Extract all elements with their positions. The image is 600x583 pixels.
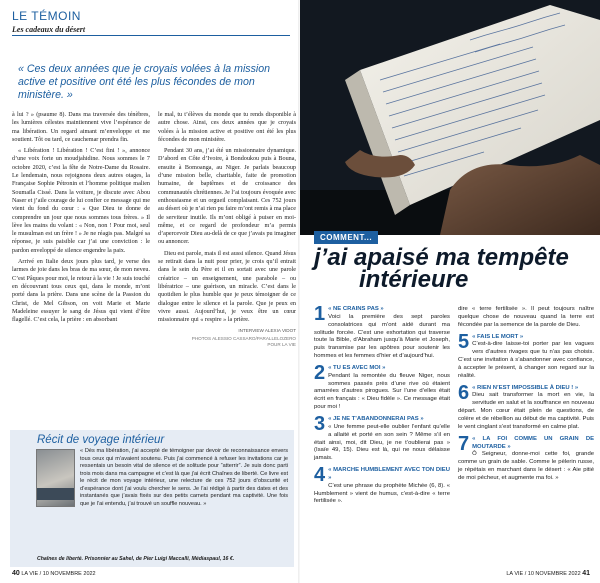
article-columns xyxy=(12,111,296,428)
tip-text: « Une femme peut-elle oublier l’enfant qu’elle a allaité et porté en son sein ? Même s’il en était ainsi, moi, dit Dieu, je ne t’oublierai pas » (Isaïe 49, 15). Dieu est là, qui ne nous délaisse jamais. xyxy=(314,423,450,462)
paragraph: « Libération ! Libération ! C’est fini ! », annonce d’une voix forte un moudjahidine. Nous sommes le 7 octobre 2020, c’est la fête de Notre-Dame du Rosaire. Le lendemain, nous rejoignons deux autres otages, la Française Sophie Pétronin et l’homme politique malien Soumaïla Cissé. Dans la voiture, je discute avec Abou Naser et j’aile courage de lui confier ce message qui me vient du fond du cœur : « Que Dieu te donne de comprendre un jour que nous sommes tous frères. » Il lève les mains du volant : « Non, non ! Pour moi, seul le musulman est un frère ! » Je ne réagis pas. Malgré sa réponse, je suis paisible car j’ai une conviction : le pardon enveloppé de silence engendre la paix. xyxy=(12,148,150,254)
section-subtitle: Les cadeaux du désert xyxy=(12,25,86,34)
tip-item xyxy=(458,330,594,381)
tip-text: C’est une phrase du prophète Michée (6, 8). « Humblement » vient de humus, c’est-à-dire « terre fertilisée ». xyxy=(314,482,450,505)
tip-number: 3 xyxy=(314,412,326,435)
tip-item xyxy=(314,412,450,463)
interview-credit: INTERVIEW ALEXIA VIDOT xyxy=(238,328,296,334)
book-reference: Chaînes de liberté. Prisonnier au Sahel, de Pier Luigi Maccalli, Médiaspaul, 16 €. xyxy=(37,556,235,562)
tip-item xyxy=(314,361,450,412)
tip-title: « LA FOI COMME UN GRAIN DE MOUTARDE » xyxy=(472,435,594,450)
tip-text: Dieu sait transformer la mort en vie, la servitude en salut et la souffrance en nouveau départ. Mon cœur était plein de questions, de colère et de rébellion au début de ma captivité. Puis le vent cinglant s’est transformé en calme plat. xyxy=(458,392,594,430)
tip-number: 4 xyxy=(314,464,326,487)
notebook-illustration xyxy=(300,0,600,235)
pull-quote: « Ces deux années que je croyais volées à la mission active et positive ont été les plus fécondes de mon ministère. » xyxy=(18,63,271,101)
photo-credit: PHOTOS ALESSIO CASSARO/PARALLELOZERO xyxy=(191,335,296,341)
tip-title: « NE CRAINS PAS » xyxy=(328,306,384,312)
tip-text: Ô Seigneur, donne-moi cette foi, grande comme un grain de sable. Comme le pèlerin russe, je répétais en marchant dans le désert : « Aie pitié de moi pécheur, et augmente ma foi. » xyxy=(458,451,594,481)
notebook-photo xyxy=(300,0,600,235)
folio-right xyxy=(506,570,590,577)
tip-number: 2 xyxy=(314,361,326,384)
paragraph: Arrivé en Italie deux jours plus tard, je verse des larmes de joie dans les bras de ma sœur, de mon neveu. C’est Pâques pour moi, le retour à la vie ! Je suis touché en découvrant tous ceux qui, dans le monde, m’ont porté dans la prière. Dans une scène de la Passion du Christ, de Mel Gibson, on voit Marie et Marie Madeleine essuyer le sang de Jésus qui vient d’être flagellé. C’est cela, la prière : en absorbant xyxy=(12,259,150,324)
book-box xyxy=(10,430,294,567)
tip-number: 6 xyxy=(458,381,470,404)
box-text: « Dès ma libération, j’ai accepté de témoigner par devoir de reconnaissance envers tous ceux qui m’avaient soutenu. Puis j’ai commencé à refuser les invitations car je ressentais un besoin vital de silence et de solitude pour “atterrir”. Je suis donc parti trois mois dans ma campagne et c’est là que j’ai écrit Chaînes de liberté. Ce livre est le récit de mon voyage intérieur, une relecture de ces 752 jours d’obscurité et d’espérance dont j’ai voulu chercher le sens. Je l’ai rédigé à partir des dates et des instantanés que j’avais fixés sur des petits carnets pendant ma captivité. Une fois que je l’ai entendu, j’ai trouvé un souffle nouveau. » xyxy=(80,448,288,507)
article-column-2 xyxy=(158,111,296,428)
tip-title: « JE NE T’ABANDONNERAI PAS » xyxy=(328,415,424,422)
paragraph: Dieu est parole, mais il est aussi silence. Quand Jésus se retirait dans la nuit pour prier, je crois qu’il entrait dans le sein du Père et il en sortait avec une parole créatrice – un enseignement, une parabole – ou libératrice – une guérison, un miracle. C’est dans le quotidien le plus humble que je peux témoigner de ce dialogue entre le silence et la parole. Que je peux en vivre aussi. Aujourd’hui, je veux être un cœur missionnaire qui « respire » la prière. xyxy=(158,250,296,324)
tip-title: « TU ES AVEC MOI » xyxy=(328,364,386,371)
folio-text: LA VIE / 10 NOVEMBRE 2022 xyxy=(21,571,96,577)
header-rule xyxy=(12,35,290,36)
comment-banner: COMMENT... xyxy=(314,231,378,244)
page-number: 41 xyxy=(582,570,590,577)
tip-title: « FAIS LE MORT » xyxy=(472,333,524,340)
box-title: Récit de voyage intérieur xyxy=(37,434,165,446)
article-column-1 xyxy=(12,111,150,428)
page-number: 40 xyxy=(12,570,20,577)
tip-item xyxy=(314,464,450,506)
tip-number: 1 xyxy=(314,303,326,325)
paragraph: à lui ? » (psaume 8). Dans ma traversée des ténèbres, les lumières célestes maintiennent vive l’espérance de ma libération. Un regard aimant m’enveloppe et me soutient. Tôt ou tard, ce cauchemar prendra fin. xyxy=(12,112,150,143)
tip-item xyxy=(458,432,594,483)
tip-number: 5 xyxy=(458,330,470,353)
headline-line-1: j’ai apaisé ma tempête xyxy=(314,244,569,271)
right-page xyxy=(300,0,600,583)
tip-title: « MARCHE HUMBLEMENT AVEC TON DIEU » xyxy=(328,467,450,481)
headline xyxy=(314,244,600,293)
tip-number: 7 xyxy=(458,432,470,455)
tip-text: Pendant la remontée du fleuve Niger, nous sommes passés près d’une rive où étaient amarrées d’autres pirogues. Sur l’une d’elles était écrit en français : « Dieu fidèle ». Ce message était pour moi ! xyxy=(314,372,450,411)
paragraph: Pendant 30 ans, j’ai été un missionnaire dynamique. D’abord en Côte d’Ivoire, à Bondoukou puis à Bouna, ensuite à Bomoanga, au Niger. Je parlais beaucoup d’une mission belle, charitable, faite de promotion humaine, de baptêmes et de croissance des communautés chrétiennes. Je l’ai toujours évoquée avec enthousiasme et un orgueil complaisant. Ces 752 jours au désert où je n’ai rien pu faire m’ont remis à ma place de serviteur inutile. Ils m’ont obligé à puiser en moi-même, et ce regard de profondeur m’a permis d’apercevoir Dieu au-delà de ce que j’avais pu imaginer ou annoncer. xyxy=(158,148,296,246)
tip-item xyxy=(458,381,594,432)
tips-columns xyxy=(314,303,594,566)
tips-column-2 xyxy=(458,306,594,566)
tip-text: C’est-à-dire laisse-toi porter par les vagues vers d’autres rivages que tu n’as pas choisis. C’est une invitation à s’abandonner avec confiance, à accepter le présent, à changer son regard sur la réalité. xyxy=(458,341,594,379)
book-cover-image xyxy=(36,449,75,507)
tips-column-1 xyxy=(314,303,450,566)
book-cover-band xyxy=(37,488,74,500)
tip-text: dire « terre fertilisée ». Il peut toujours naître quelque chose de nouveau quand la terre est fécondée par la semence de la parole de Dieu. xyxy=(458,306,594,328)
folio-text: LA VIE / 10 NOVEMBRE 2022 xyxy=(506,571,581,577)
photo-credit-2: POUR LA VIE xyxy=(267,341,296,347)
tip-continuation xyxy=(458,306,594,330)
headline-line-2: intérieure xyxy=(359,266,469,293)
tip-item xyxy=(314,303,450,361)
paragraph: le mal, tu t’élèves du monde que tu rends disponible à autre chose. Ainsi, ces deux années que je croyais volées à la mission active et positive ont été les plus fécondes de mon ministère. xyxy=(158,112,296,143)
folio-left xyxy=(12,570,96,577)
tip-title: « RIEN N’EST IMPOSSIBLE À DIEU ! » xyxy=(472,384,579,391)
tip-text: Voici la première des sept paroles consolatrices qui m’ont aidé durant ma solitude forcée. C’est une exhortation qui traverse toute la Bible, d’Abraham jusqu’à Marie et Joseph, puis transmise par les apôtres pour soutenir les hommes et les femmes d’hier et d’aujourd’hui. xyxy=(314,313,450,360)
section-title: LE TÉMOIN xyxy=(12,9,81,23)
